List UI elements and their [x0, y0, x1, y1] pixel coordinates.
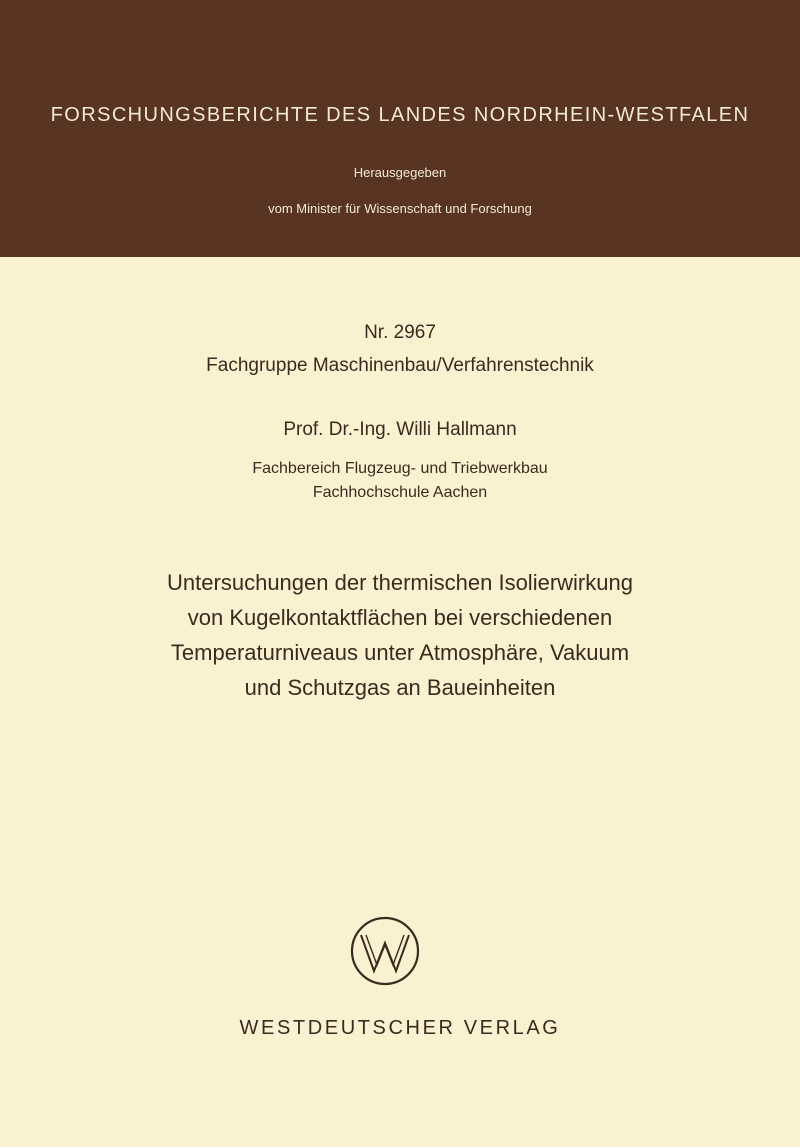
editor-label: Herausgegeben — [353, 165, 447, 180]
title-line: von Kugelkontaktflächen bei verschiedenen — [187, 605, 613, 630]
title-line: Temperaturniveaus unter Atmosphäre, Vakuum — [170, 640, 630, 665]
institution: Fachhochschule Aachen — [312, 484, 488, 501]
publisher-logo-icon — [349, 915, 421, 987]
book-title — [0, 565, 800, 705]
title-line: und Schutzgas an Baueinheiten — [244, 675, 556, 700]
title-line: Untersuchungen der thermischen Isolierwirkung — [167, 570, 633, 595]
series-header-band — [0, 0, 800, 257]
subject-group: Fachgruppe Maschinenbau/Verfahrenstechnik — [206, 355, 594, 376]
department: Fachbereich Flugzeug- und Triebwerkbau — [252, 460, 548, 477]
publisher-name: WESTDEUTSCHER VERLAG — [239, 1017, 561, 1039]
series-title: FORSCHUNGSBERICHTE DES LANDES NORDRHEIN-WESTFALEN — [50, 104, 750, 126]
editor-name: vom Minister für Wissenschaft und Forschung — [268, 201, 532, 216]
author-name: Prof. Dr.-Ing. Willi Hallmann — [283, 419, 517, 440]
report-number: Nr. 2967 — [364, 322, 436, 343]
